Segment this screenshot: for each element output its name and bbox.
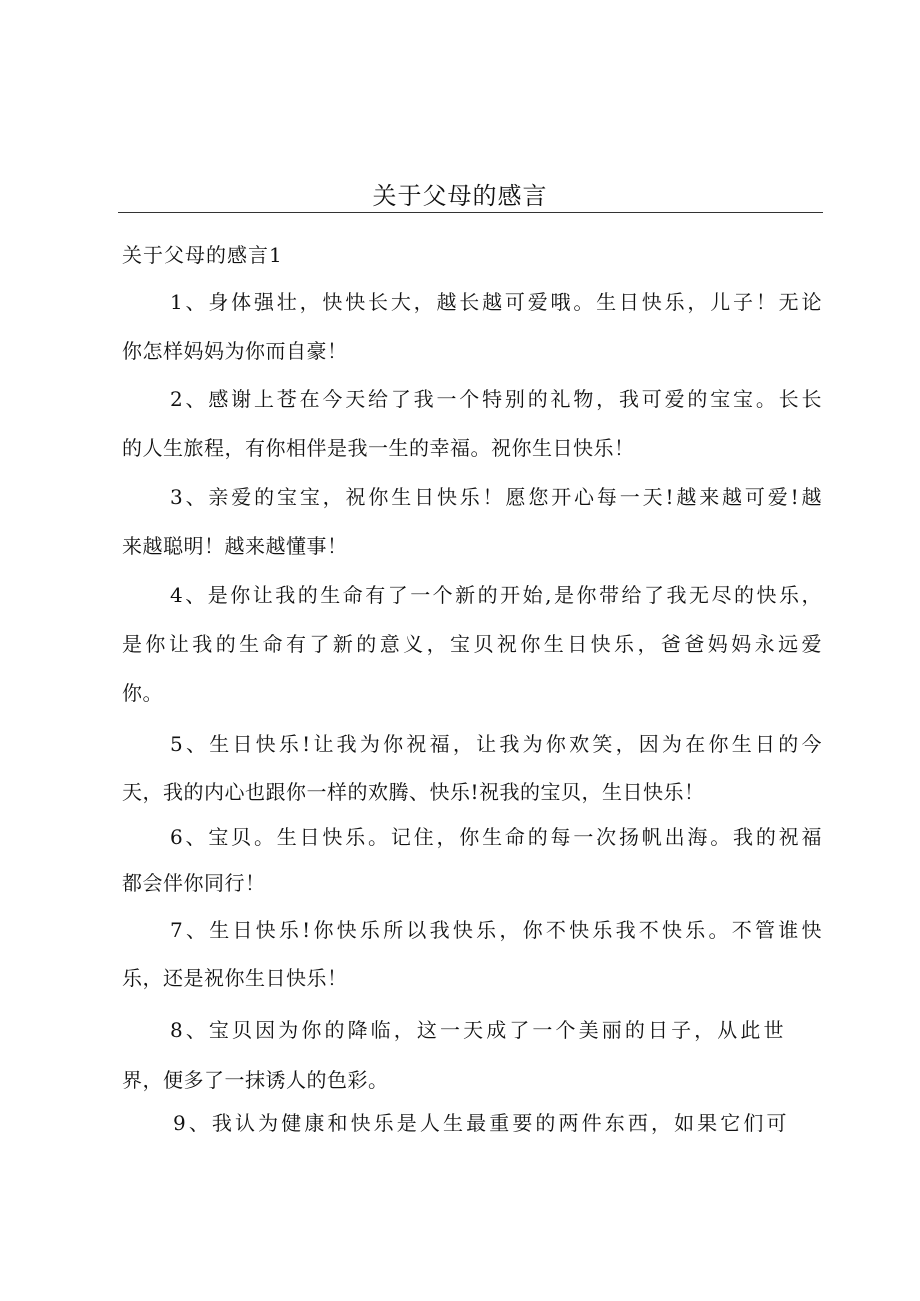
paragraph-4-line-1: 4、是你让我的生命有了一个新的开始,是你带给了我无尽的快乐， [170, 583, 822, 607]
paragraph-1-line-2: 你怎样妈妈为你而自豪！ [122, 339, 348, 363]
paragraph-9-line-1: 9、我认为健康和快乐是人生最重要的两件东西，如果它们可 [173, 1111, 787, 1135]
paragraph-3-line-2: 来越聪明！越来越懂事！ [122, 534, 348, 558]
paragraph-7-line-1: 7、生日快乐!你快乐所以我快乐，你不快乐我不快乐。不管谁快 [170, 918, 822, 942]
paragraph-8-line-1: 8、宝贝因为你的降临，这一天成了一个美丽的日子，从此世 [170, 1018, 784, 1042]
paragraph-4-line-2: 是你让我的生命有了新的意义，宝贝祝你生日快乐，爸爸妈妈永远爱 [122, 632, 822, 656]
paragraph-4-line-3: 你。 [122, 681, 163, 705]
paragraph-7-line-2: 乐，还是祝你生日快乐！ [122, 966, 348, 990]
paragraph-1-line-1: 1、身体强壮，快快长大，越长越可爱哦。生日快乐，儿子！无论 [170, 290, 822, 314]
page-title: 关于父母的感言 [372, 182, 548, 210]
paragraph-2-line-2: 的人生旅程，有你相伴是我一生的幸福。祝你生日快乐！ [122, 436, 635, 460]
title-divider [118, 212, 823, 213]
section-heading: 关于父母的感言1 [122, 243, 283, 267]
paragraph-6-line-1: 6、宝贝。生日快乐。记住，你生命的每一次扬帆出海。我的祝福 [170, 825, 822, 849]
paragraph-5-line-1: 5、生日快乐!让我为你祝福，让我为你欢笑，因为在你生日的今 [170, 732, 822, 756]
paragraph-2-line-1: 2、感谢上苍在今天给了我一个特别的礼物，我可爱的宝宝。长长 [170, 387, 822, 411]
paragraph-3-line-1: 3、亲爱的宝宝，祝你生日快乐！愿您开心每一天!越来越可爱!越 [170, 485, 822, 509]
paragraph-5-line-2: 天，我的内心也跟你一样的欢腾、快乐!祝我的宝贝，生日快乐！ [122, 780, 705, 804]
paragraph-8-line-2: 界，便多了一抹诱人的色彩。 [122, 1068, 389, 1092]
paragraph-6-line-2: 都会伴你同行！ [122, 871, 266, 895]
